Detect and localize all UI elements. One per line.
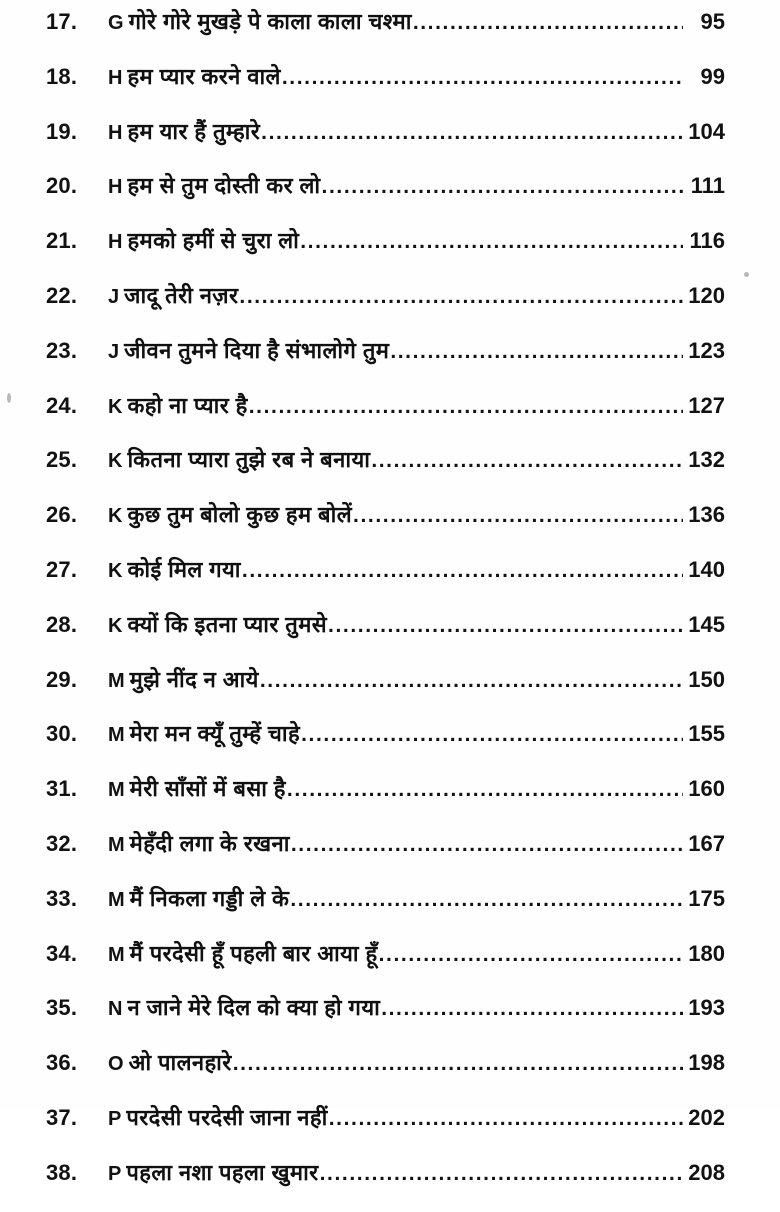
toc-entry-page-number[interactable]: 150 bbox=[688, 666, 725, 692]
toc-dot-leader bbox=[413, 12, 683, 34]
toc-entry-number: 37. bbox=[46, 1104, 78, 1130]
toc-entry-page-number[interactable]: 198 bbox=[688, 1050, 725, 1076]
toc-dot-leader bbox=[239, 286, 683, 308]
toc-entry-title[interactable]: जादू तेरी नज़र bbox=[124, 282, 239, 308]
toc-entry-row[interactable] bbox=[0, 883, 780, 938]
toc-dot-leader bbox=[282, 67, 683, 89]
toc-entry-row[interactable] bbox=[0, 170, 780, 225]
toc-entry-number: 32. bbox=[46, 830, 78, 856]
toc-entry-number: 21. bbox=[46, 228, 78, 254]
toc-dot-leader bbox=[390, 341, 683, 363]
toc-entry-title[interactable]: हम यार हैं तुम्हारे bbox=[127, 118, 261, 144]
toc-entry-letter: J bbox=[108, 340, 120, 363]
toc-entry-row[interactable] bbox=[0, 1102, 780, 1157]
toc-entry-letter: M bbox=[108, 669, 125, 692]
toc-entry-number: 22. bbox=[46, 282, 78, 308]
toc-entry-row[interactable] bbox=[0, 828, 780, 883]
toc-dot-leader bbox=[301, 724, 683, 746]
toc-entry-title[interactable]: कोई मिल गया bbox=[127, 556, 241, 582]
toc-entry-number: 23. bbox=[46, 337, 78, 363]
toc-entry-number: 34. bbox=[46, 940, 78, 966]
toc-entry-number: 20. bbox=[46, 173, 78, 199]
toc-entry-number: 36. bbox=[46, 1050, 78, 1076]
toc-entry-row[interactable] bbox=[0, 6, 780, 61]
toc-entry-row[interactable] bbox=[0, 609, 780, 664]
toc-entry-letter: K bbox=[108, 614, 123, 637]
toc-entry-row[interactable] bbox=[0, 61, 780, 116]
toc-entry-page-number[interactable]: 160 bbox=[688, 776, 725, 802]
toc-dot-leader bbox=[290, 889, 683, 911]
toc-entry-number: 30. bbox=[46, 721, 78, 747]
toc-entry-title[interactable]: ओ पालनहारे bbox=[128, 1050, 232, 1076]
toc-entry-title[interactable]: मुझे नींद न आये bbox=[129, 666, 259, 692]
toc-dot-leader bbox=[379, 944, 683, 966]
toc-entry-page-number[interactable]: 104 bbox=[688, 118, 725, 144]
toc-entry-page-number[interactable]: 193 bbox=[688, 995, 725, 1021]
toc-entry-letter: M bbox=[108, 833, 125, 856]
toc-entry-row[interactable] bbox=[0, 554, 780, 609]
toc-entry-letter: K bbox=[108, 395, 123, 418]
toc-entry-row[interactable] bbox=[0, 992, 780, 1047]
toc-dot-leader bbox=[291, 834, 683, 856]
toc-entry-number: 27. bbox=[46, 556, 78, 582]
toc-entry-page-number[interactable]: 95 bbox=[700, 9, 725, 34]
toc-entry-page-number[interactable]: 155 bbox=[688, 721, 725, 747]
toc-entry-page-number[interactable]: 127 bbox=[688, 392, 725, 418]
toc-entry-letter: N bbox=[108, 998, 123, 1021]
toc-dot-leader bbox=[287, 779, 683, 801]
toc-entry-row[interactable] bbox=[0, 335, 780, 390]
toc-entry-letter: M bbox=[108, 943, 125, 966]
toc-entry-title[interactable]: कुछ तुम बोलो कुछ हम बोलें bbox=[127, 502, 353, 528]
toc-entry-number: 33. bbox=[46, 885, 78, 911]
toc-entry-row[interactable] bbox=[0, 773, 780, 828]
toc-entry-title[interactable]: मैं निकला गड्डी ले के bbox=[129, 885, 290, 911]
toc-entry-title[interactable]: हम प्यार करने वाले bbox=[127, 63, 281, 89]
toc-dot-leader bbox=[353, 505, 683, 527]
toc-entry-letter: J bbox=[108, 285, 120, 308]
toc-entry-page-number[interactable]: 208 bbox=[688, 1159, 725, 1185]
toc-entry-letter: K bbox=[108, 559, 123, 582]
toc-entry-row[interactable] bbox=[0, 1157, 780, 1212]
toc-dot-leader bbox=[329, 1108, 683, 1130]
toc-entry-letter: O bbox=[108, 1053, 124, 1076]
toc-dot-leader bbox=[320, 1163, 683, 1185]
toc-entry-page-number[interactable]: 145 bbox=[688, 611, 725, 637]
toc-entry-number: 19. bbox=[46, 118, 78, 144]
toc-entry-number: 24. bbox=[46, 392, 78, 418]
toc-entry-letter: K bbox=[108, 505, 123, 528]
toc-dot-leader bbox=[381, 998, 683, 1020]
toc-entry-letter: M bbox=[108, 779, 125, 802]
toc-entry-row[interactable] bbox=[0, 664, 780, 719]
toc-entry-letter: M bbox=[108, 724, 125, 747]
toc-dot-leader bbox=[233, 1053, 683, 1075]
toc-entry-page-number[interactable]: 140 bbox=[688, 556, 725, 582]
toc-entry-number: 26. bbox=[46, 502, 78, 528]
toc-entry-title[interactable]: मेरी साँसों में बसा है bbox=[129, 776, 286, 802]
toc-entry-row[interactable] bbox=[0, 499, 780, 554]
toc-entry-letter: M bbox=[108, 888, 125, 911]
toc-entry-row[interactable] bbox=[0, 718, 780, 773]
toc-entry-page-number[interactable]: 202 bbox=[688, 1104, 725, 1130]
toc-entry-page-number[interactable]: 120 bbox=[688, 282, 725, 308]
toc-entry-page-number[interactable]: 99 bbox=[700, 63, 725, 89]
toc-entry-title[interactable]: क्यों कि इतना प्यार तुमसे bbox=[127, 611, 328, 637]
toc-entry-number: 31. bbox=[46, 776, 78, 802]
toc-dot-leader bbox=[328, 615, 683, 637]
toc-entry-title[interactable]: पहला नशा पहला खुमार bbox=[126, 1159, 319, 1185]
toc-entry-page-number[interactable]: 116 bbox=[689, 228, 725, 254]
toc-dot-leader bbox=[249, 396, 683, 418]
toc-entry-row[interactable] bbox=[0, 116, 780, 171]
toc-entry-title[interactable]: मेहँदी लगा के रखना bbox=[129, 830, 290, 856]
toc-entry-row[interactable] bbox=[0, 444, 780, 499]
toc-entry-page-number[interactable]: 111 bbox=[690, 173, 725, 199]
toc-entry-row[interactable] bbox=[0, 1047, 780, 1102]
toc-dot-leader bbox=[261, 122, 683, 144]
toc-entry-title[interactable]: गोरे गोरे मुखड़े पे काला काला चश्मा bbox=[128, 9, 412, 34]
toc-entry-letter: G bbox=[108, 12, 124, 34]
toc-entry-title[interactable]: जीवन तुमने दिया है संभालोगे तुम bbox=[124, 337, 390, 363]
toc-entry-number: 35. bbox=[46, 995, 78, 1021]
toc-entry-title[interactable]: कहो ना प्यार है bbox=[127, 392, 248, 418]
toc-entry-title[interactable]: मैं परदेसी हूँ पहली बार आया हूँ bbox=[129, 940, 378, 966]
toc-entry-page-number[interactable]: 167 bbox=[688, 830, 725, 856]
toc-entry-row[interactable] bbox=[0, 938, 780, 993]
toc-entry-letter: H bbox=[108, 176, 123, 199]
toc-entry-row[interactable] bbox=[0, 225, 780, 280]
toc-entry-number: 25. bbox=[46, 447, 78, 473]
toc-entry-letter: P bbox=[108, 1107, 122, 1130]
toc-entry-title[interactable]: न जाने मेरे दिल को क्या हो गया bbox=[127, 995, 381, 1021]
toc-entry-title[interactable]: मेरा मन क्यूँ तुम्हें चाहे bbox=[129, 721, 301, 747]
toc-dot-leader bbox=[242, 560, 683, 582]
toc-entry-number: 18. bbox=[46, 63, 78, 89]
toc-entry-title[interactable]: कितना प्यारा तुझे रब ने बनाया bbox=[127, 447, 371, 473]
toc-entry-letter: K bbox=[108, 450, 123, 473]
toc-dot-leader bbox=[371, 450, 683, 472]
toc-entry-page-number[interactable]: 180 bbox=[688, 940, 725, 966]
toc-entry-row[interactable] bbox=[0, 280, 780, 335]
toc-entry-letter: H bbox=[108, 231, 123, 254]
toc-entry-number: 38. bbox=[46, 1159, 78, 1185]
toc-dot-leader bbox=[300, 231, 683, 253]
toc-entry-number: 29. bbox=[46, 666, 78, 692]
toc-entry-title[interactable]: परदेसी परदेसी जाना नहीं bbox=[126, 1104, 328, 1130]
toc-entry-letter: H bbox=[108, 121, 123, 144]
toc-entry-number: 17. bbox=[46, 9, 78, 34]
toc-entry-page-number[interactable]: 132 bbox=[688, 447, 725, 473]
toc-entry-title[interactable]: हम से तुम दोस्ती कर लो bbox=[127, 173, 321, 199]
toc-entry-letter: H bbox=[108, 66, 123, 89]
toc-dot-leader bbox=[260, 670, 683, 692]
toc-entry-row[interactable] bbox=[0, 390, 780, 445]
toc-entry-letter: P bbox=[108, 1162, 122, 1185]
toc-entry-number: 28. bbox=[46, 611, 78, 637]
toc-dot-leader bbox=[322, 176, 683, 198]
toc-entry-page-number[interactable]: 175 bbox=[688, 885, 725, 911]
toc-entry-page-number[interactable]: 123 bbox=[688, 337, 725, 363]
toc-entry-page-number[interactable]: 136 bbox=[688, 502, 725, 528]
toc-entry-title[interactable]: हमको हमीं से चुरा लो bbox=[127, 228, 300, 254]
